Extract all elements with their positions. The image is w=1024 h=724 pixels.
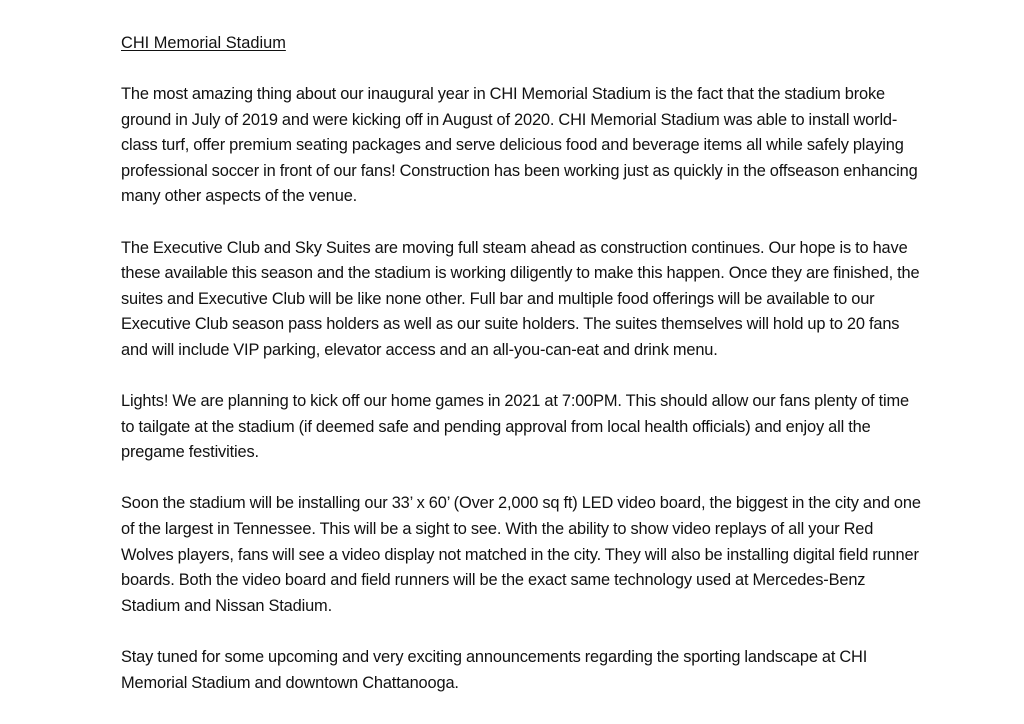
document-page bbox=[121, 31, 921, 696]
paragraph-lights: Lights! We are planning to kick off our home games in 2021 at 7:00PM. This should allow our fans plenty of time to tailgate at the stadium (if deemed safe and pending approval from local health officials) and enjoy all the pregame festivities. bbox=[121, 392, 909, 462]
paragraph-stay-tuned: Stay tuned for some upcoming and very exciting announcements regarding the sporting landscape at CHI Memorial Stadium and downtown Chattanooga. bbox=[121, 648, 868, 692]
document-title: CHI Memorial Stadium bbox=[121, 34, 286, 52]
paragraph-executive-club: The Executive Club and Sky Suites are moving full steam ahead as construction continues. Our hope is to have these available this season and the stadium is working diligently to make this happen. Once they are finished, the suites and Executive Club will be like none other. Full bar and multiple food offerings will be available to our Executive Club season pass holders as well as our suite holders. The suites themselves will hold up to 20 fans and will include VIP parking, elevator access and an all-you-can-eat and drink menu. bbox=[121, 238, 920, 359]
paragraph-video-board: Soon the stadium will be installing our 33’ x 60’ (Over 2,000 sq ft) LED video board, the biggest in the city and one of the largest in Tennessee. This will be a sight to see. With the ability to show video replays of all your Red Wolves players, fans will see a video display not matched in the city. They will also be installing digital field runner boards. Both the video board and field runners will be the exact same technology used at Mercedes-Benz Stadium and Nissan Stadium. bbox=[121, 494, 921, 615]
paragraph-inaugural-year: The most amazing thing about our inaugural year in CHI Memorial Stadium is the fact that the stadium broke ground in July of 2019 and were kicking off in August of 2020. CHI Memorial Stadium was able to install world-class turf, offer premium seating packages and serve delicious food and beverage items all while safely playing professional soccer in front of our fans! Construction has been working just as quickly in the offseason enhancing many other aspects of the venue. bbox=[121, 84, 918, 206]
